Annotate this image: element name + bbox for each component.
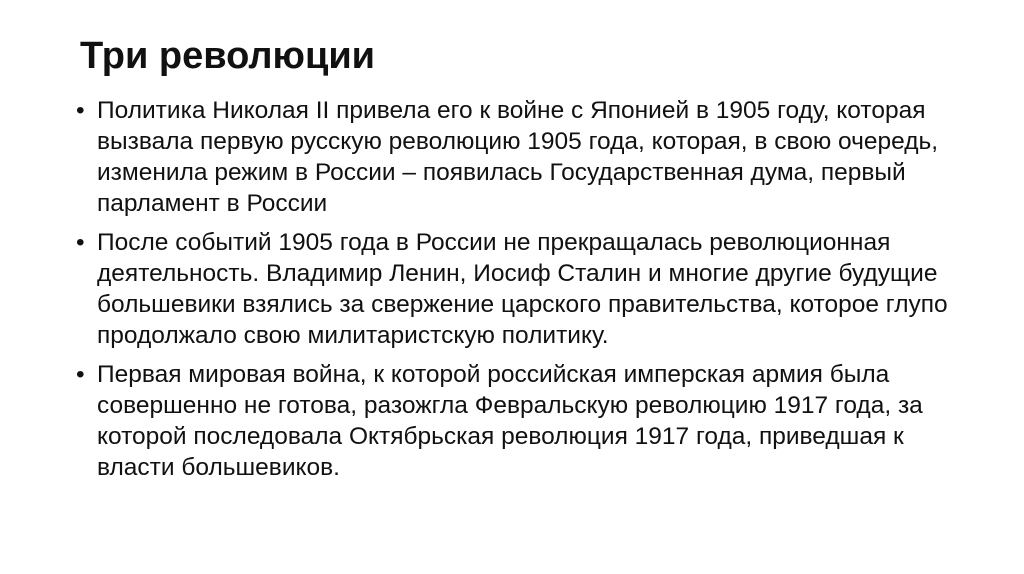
bullet-item [72, 95, 972, 219]
bullet-dot-icon: • [76, 229, 85, 256]
bullet-item [72, 227, 972, 351]
slide-title: Три революции [80, 35, 376, 77]
bullet-text: После событий 1905 года в России не прекращалась революционная деятельность. Владимир Ленин, Иосиф Сталин и многие другие будущие большевики взялись за свержение царского правительства, которое глупо продолжало свою милитаристскую политику. [97, 229, 948, 349]
bullet-item [72, 359, 972, 483]
bullet-dot-icon: • [76, 97, 85, 124]
bullet-text: Первая мировая война, к которой российская имперская армия была совершенно не готова, разожгла Февральскую революцию 1917 года, за которой последовала Октябрьская революция 1917 года, приведшая к власти большевиков. [97, 361, 923, 481]
bullet-list [72, 95, 972, 491]
bullet-text: Политика Николая II привела его к войне с Японией в 1905 году, которая вызвала первую русскую революцию 1905 года, которая, в свою очередь, изменила режим в России – появилась Государственная дума, первый парламент в России [97, 97, 939, 217]
bullet-dot-icon: • [76, 361, 85, 388]
